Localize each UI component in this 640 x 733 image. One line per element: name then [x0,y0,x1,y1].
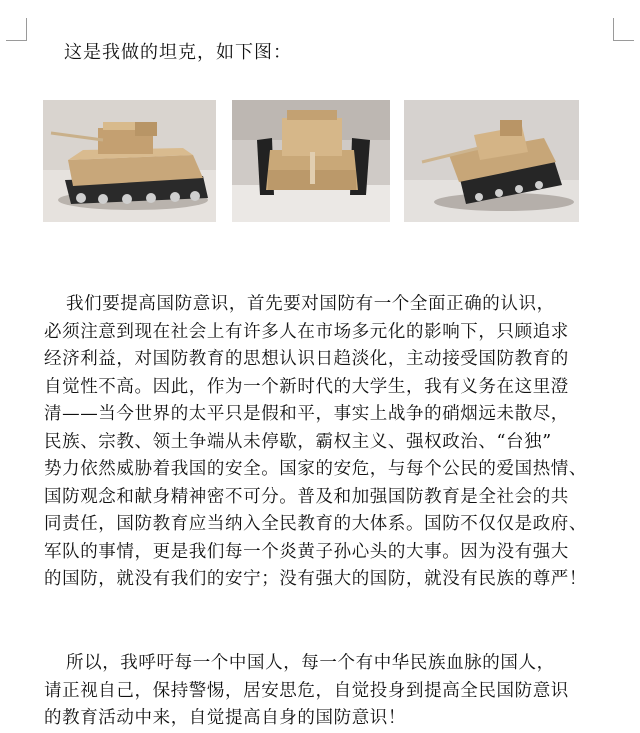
intro-text: 这是我做的坦克，如下图： [64,42,292,63]
paragraph-national-defense [44,291,616,594]
paragraph-line: 军队的事情，更是我们每一个炎黄子孙心头的大事。因为没有强大 [44,541,569,562]
page-corner-mark-right [613,18,634,41]
paragraph-line: 势力依然威胁着我国的安全。国家的安危，与每个公民的爱国热情、 [44,459,587,479]
paragraph-line: 的国防，就没有我们的安宁；没有强大的国防，就没有民族的尊严！ [44,569,587,589]
tank-photo-right [404,100,579,222]
paragraph-line: 的教育活动中来，自觉提高自身的国防意识！ [44,708,406,728]
paragraph-line: 所以，我呼吁每一个中国人，每一个有中华民族血脉的国人， [66,653,555,673]
paragraph-line: 请正视自己，保持警惕，居安思危，自觉投身到提高全民国防意识 [44,680,569,701]
paragraph-line: 我们要提高国防意识，首先要对国防有一个全面正确的认识， [66,294,555,314]
photo-row [43,100,598,222]
paragraph-line: 国防观念和献身精神密不可分。普及和加强国防教育是全社会的共 [44,486,569,507]
paragraph-line: 必须注意到现在社会上有许多人在市场多元化的影响下，只顾追求 [44,321,569,342]
tank-photo-left [43,100,216,222]
paragraph-line: 经济利益，对国防教育的思想认识日趋淡化，主动接受国防教育的 [44,349,569,369]
paragraph-line: 清——当今世界的太平只是假和平，事实上战争的硝烟远未散尽， [44,404,569,424]
paragraph-line: 民族、宗教、领土争端从未停歇，霸权主义、强权政治、“台独” [44,431,552,452]
paragraph-appeal [44,650,616,733]
paragraph-line: 同责任，国防教育应当纳入全民教育的大体系。国防不仅仅是政府、 [44,514,587,534]
page-corner-mark-left [6,18,27,41]
paragraph-line: 自觉性不高。因此，作为一个新时代的大学生，我有义务在这里澄 [44,376,569,397]
tank-photo-middle [232,100,390,222]
